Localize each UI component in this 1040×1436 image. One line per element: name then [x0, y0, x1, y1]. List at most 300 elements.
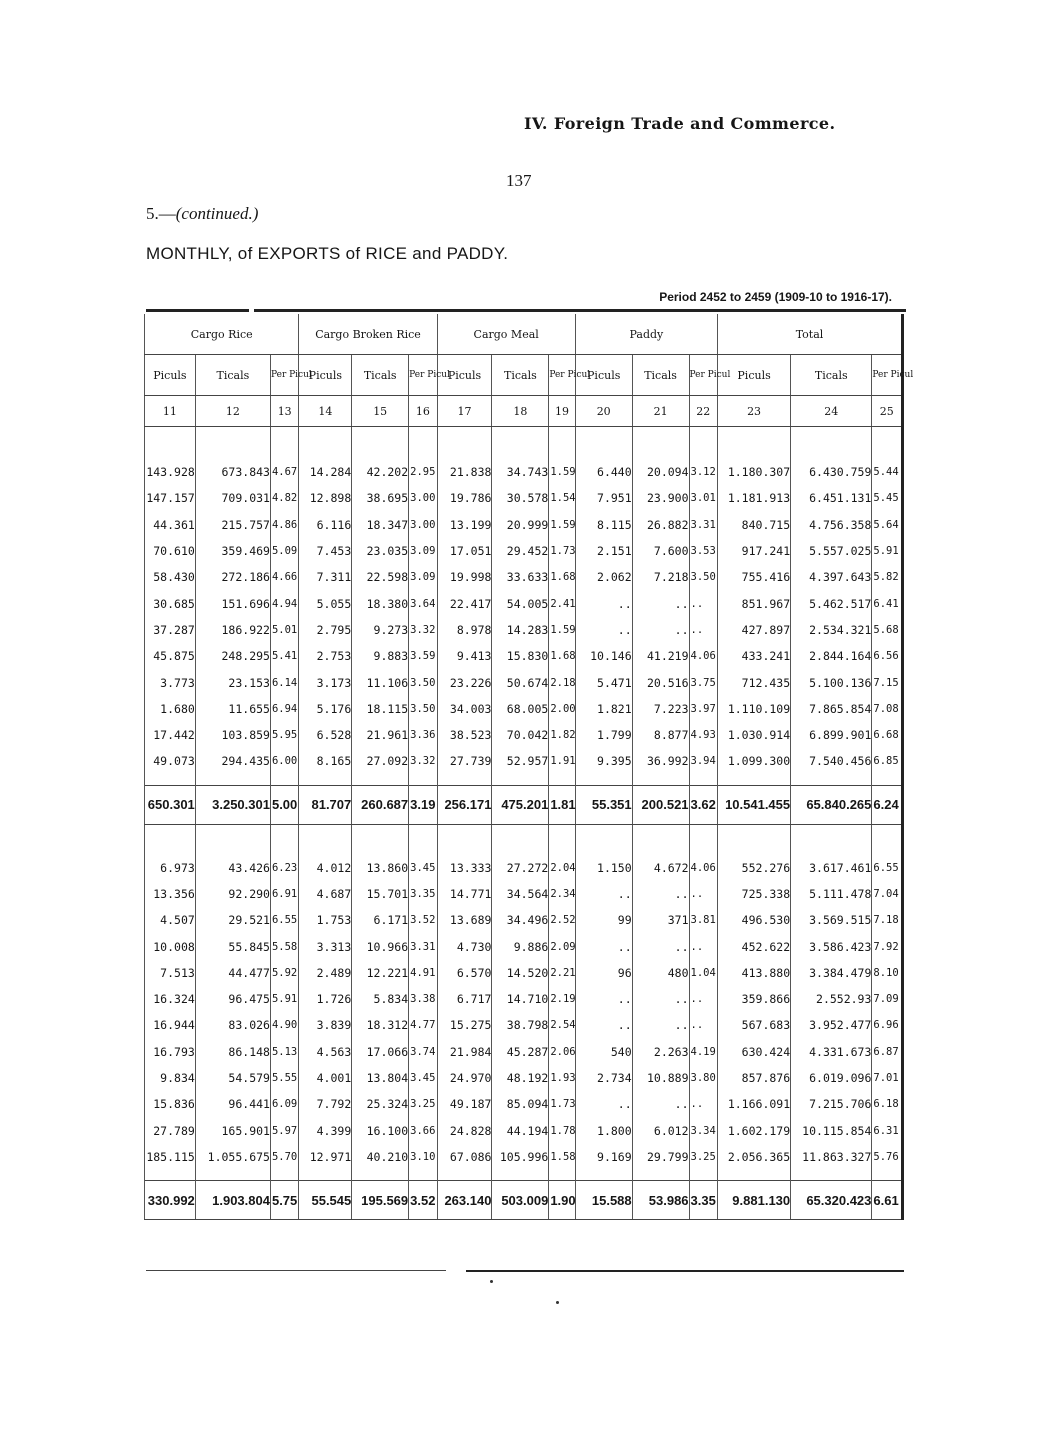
group-total: Total: [718, 314, 903, 355]
table-cell: 14.283: [492, 617, 549, 643]
table-cell: 5.111.478: [791, 881, 872, 907]
spacer-cell: [632, 427, 689, 460]
table-cell: 9.169: [575, 1144, 632, 1170]
table-cell: 3.569.515: [791, 907, 872, 933]
spacer-cell: [352, 1170, 409, 1181]
table-cell: 2.54: [549, 1012, 575, 1038]
table-cell: 552.276: [718, 855, 791, 881]
column-number: 11: [145, 396, 196, 427]
total-cell: 5.75: [270, 1181, 298, 1220]
table-cell: 16.100: [352, 1118, 409, 1144]
total-cell: 330.992: [145, 1181, 196, 1220]
table-cell: 2.18: [549, 669, 575, 695]
table-cell: 1.030.914: [718, 722, 791, 748]
table-cell: 12.221: [352, 960, 409, 986]
spacer-cell: [791, 775, 872, 786]
table-cell: 40.210: [352, 1144, 409, 1170]
table-cell: 45.287: [492, 1039, 549, 1065]
table-continued-label: [146, 204, 258, 224]
table-cell: 359.866: [718, 986, 791, 1012]
table-cell: 1.150: [575, 855, 632, 881]
group-paddy: Paddy: [575, 314, 717, 355]
table-cell: 3.586.423: [791, 933, 872, 959]
table-cell: 2.06: [549, 1039, 575, 1065]
table-cell: ..: [575, 986, 632, 1012]
table-cell: 5.176: [299, 696, 352, 722]
table-cell: 3.10: [409, 1144, 437, 1170]
spacer-row: [145, 427, 903, 460]
table-cell: 8.978: [437, 617, 492, 643]
section-header-title: IV. Foreign Trade and Commerce.: [524, 114, 836, 133]
table-cell: 16.793: [145, 1039, 196, 1065]
spacer-cell: [872, 427, 903, 460]
total-cell: 9.881.130: [718, 1181, 791, 1220]
table-cell: 15.836: [145, 1091, 196, 1117]
table-cell: 3.75: [689, 669, 717, 695]
table-cell: 29.452: [492, 538, 549, 564]
table-cell: 18.312: [352, 1012, 409, 1038]
total-cell: 5.00: [270, 785, 298, 824]
table-cell: 49.073: [145, 748, 196, 774]
table-cell: 2.00: [549, 696, 575, 722]
table-row: [145, 1039, 903, 1065]
table-cell: 1.181.913: [718, 485, 791, 511]
table-cell: 44.361: [145, 512, 196, 538]
spacer-cell: [549, 775, 575, 786]
table-cell: 2.489: [299, 960, 352, 986]
table-cell: 3.45: [409, 855, 437, 881]
spacer-cell: [575, 1170, 632, 1181]
table-cell: 272.186: [195, 564, 270, 590]
table-cell: 3.773: [145, 669, 196, 695]
table-cell: 1.58: [549, 1144, 575, 1170]
table-cell: 7.453: [299, 538, 352, 564]
total-cell: 6.24: [872, 785, 903, 824]
table-cell: 11.106: [352, 669, 409, 695]
spacer-cell: [352, 824, 409, 855]
table-cell: 2.734: [575, 1065, 632, 1091]
table-row: [145, 538, 903, 564]
table-cell: 14.520: [492, 960, 549, 986]
table-cell: 630.424: [718, 1039, 791, 1065]
table-cell: 2.534.321: [791, 617, 872, 643]
table-row: [145, 907, 903, 933]
table-cell: 3.34: [689, 1118, 717, 1144]
table-cell: 4.66: [270, 564, 298, 590]
table-cell: 15.701: [352, 881, 409, 907]
print-speck: [556, 1301, 559, 1304]
subheader-piculs: Piculs: [145, 355, 196, 396]
table-cell: 5.91: [872, 538, 903, 564]
table-cell: 15.275: [437, 1012, 492, 1038]
table-cell: 27.092: [352, 748, 409, 774]
bottom-rule: [466, 1270, 904, 1272]
total-cell: 53.986: [632, 1181, 689, 1220]
subheader-ticals: Ticals: [632, 355, 689, 396]
total-row: [145, 1181, 903, 1220]
table-cell: 13.356: [145, 881, 196, 907]
subheader-piculs: Piculs: [437, 355, 492, 396]
table-cell: 371: [632, 907, 689, 933]
table-cell: 34.003: [437, 696, 492, 722]
spacer-cell: [352, 775, 409, 786]
column-number-row: [145, 396, 903, 427]
spacer-cell: [437, 775, 492, 786]
table-cell: 6.00: [270, 748, 298, 774]
column-number: 16: [409, 396, 437, 427]
table-cell: 10.115.854: [791, 1118, 872, 1144]
table-cell: 38.798: [492, 1012, 549, 1038]
table-cell: 23.153: [195, 669, 270, 695]
table-cell: 4.001: [299, 1065, 352, 1091]
table-cell: 4.90: [270, 1012, 298, 1038]
table-cell: 3.25: [409, 1091, 437, 1117]
spacer-cell: [270, 824, 298, 855]
table-cell: 1.680: [145, 696, 196, 722]
table-cell: ..: [575, 1012, 632, 1038]
table-cell: 20.094: [632, 459, 689, 485]
table-cell: 3.50: [689, 564, 717, 590]
total-cell: 1.903.804: [195, 1181, 270, 1220]
table-cell: 44.477: [195, 960, 270, 986]
table-cell: 6.85: [872, 748, 903, 774]
spacer-cell: [549, 1170, 575, 1181]
table-cell: 5.76: [872, 1144, 903, 1170]
table-cell: 3.01: [689, 485, 717, 511]
total-cell: 260.687: [352, 785, 409, 824]
table-cell: 3.32: [409, 748, 437, 774]
spacer-cell: [492, 824, 549, 855]
table-cell: 755.416: [718, 564, 791, 590]
table-cell: 70.042: [492, 722, 549, 748]
table-cell: ..: [575, 881, 632, 907]
table-cell: 6.31: [872, 1118, 903, 1144]
table-cell: 18.347: [352, 512, 409, 538]
table-cell: 1.59: [549, 512, 575, 538]
table-cell: 34.496: [492, 907, 549, 933]
table-cell: 6.899.901: [791, 722, 872, 748]
table-cell: 2.19: [549, 986, 575, 1012]
table-cell: 185.115: [145, 1144, 196, 1170]
total-cell: 475.201: [492, 785, 549, 824]
table-cell: 147.157: [145, 485, 196, 511]
table-cell: 3.32: [409, 617, 437, 643]
table-cell: 19.998: [437, 564, 492, 590]
table-cell: 2.056.365: [718, 1144, 791, 1170]
table-cell: ..: [632, 881, 689, 907]
table-cell: 96: [575, 960, 632, 986]
spacer-cell: [145, 1170, 196, 1181]
subheader-per-picul: Per Picul: [270, 355, 298, 396]
table-cell: 49.187: [437, 1091, 492, 1117]
table-cell: ..: [632, 1012, 689, 1038]
spacer-cell: [872, 775, 903, 786]
table-cell: ..: [632, 933, 689, 959]
table-cell: 3.09: [409, 538, 437, 564]
table-cell: 673.843: [195, 459, 270, 485]
table-cell: 725.338: [718, 881, 791, 907]
table-cell: 7.223: [632, 696, 689, 722]
table-cell: 1.821: [575, 696, 632, 722]
table-cell: 7.215.706: [791, 1091, 872, 1117]
table-cell: 99: [575, 907, 632, 933]
table-cell: 92.290: [195, 881, 270, 907]
total-cell: 3.52: [409, 1181, 437, 1220]
table-cell: 38.523: [437, 722, 492, 748]
table-cell: 86.148: [195, 1039, 270, 1065]
table-cell: 6.14: [270, 669, 298, 695]
table-cell: 3.80: [689, 1065, 717, 1091]
total-cell: 10.541.455: [718, 785, 791, 824]
table-cell: 9.883: [352, 643, 409, 669]
table-cell: 2.552.93: [791, 986, 872, 1012]
total-cell: 65.840.265: [791, 785, 872, 824]
table-cell: 6.94: [270, 696, 298, 722]
continued-note: (continued.): [175, 204, 259, 223]
subheader-piculs: Piculs: [718, 355, 791, 396]
table-cell: 8.165: [299, 748, 352, 774]
table-cell: 6.96: [872, 1012, 903, 1038]
table-cell: 21.838: [437, 459, 492, 485]
table-cell: 5.92: [270, 960, 298, 986]
table-cell: 13.860: [352, 855, 409, 881]
table-cell: 6.171: [352, 907, 409, 933]
table-cell: 5.055: [299, 590, 352, 616]
table-cell: 24.970: [437, 1065, 492, 1091]
spacer-cell: [492, 1170, 549, 1181]
spacer-cell: [689, 1170, 717, 1181]
table-title: MONTHLY, of EXPORTS of RICE and PADDY.: [146, 244, 509, 263]
column-number: 19: [549, 396, 575, 427]
spacer-cell: [145, 824, 196, 855]
spacer-cell: [409, 427, 437, 460]
group-header-row: [145, 314, 903, 355]
spacer-cell: [575, 824, 632, 855]
table-cell: 27.739: [437, 748, 492, 774]
table-cell: 5.471: [575, 669, 632, 695]
table-cell: 2.34: [549, 881, 575, 907]
total-cell: 65.320.423: [791, 1181, 872, 1220]
spacer-cell: [718, 824, 791, 855]
period-label: Period 2452 to 2459 (1909-10 to 1916-17).: [659, 290, 892, 304]
table-cell: ..: [689, 881, 717, 907]
table-cell: 18.380: [352, 590, 409, 616]
table-cell: 10.966: [352, 933, 409, 959]
table-cell: 2.263: [632, 1039, 689, 1065]
group-cargo-broken-rice: Cargo Broken Rice: [299, 314, 437, 355]
table-cell: 5.55: [270, 1065, 298, 1091]
table-cell: 7.218: [632, 564, 689, 590]
column-number: 25: [872, 396, 903, 427]
table-cell: 2.95: [409, 459, 437, 485]
table-row: [145, 748, 903, 774]
column-number: 21: [632, 396, 689, 427]
total-cell: 3.35: [689, 1181, 717, 1220]
table-cell: 54.005: [492, 590, 549, 616]
table-cell: 5.68: [872, 617, 903, 643]
subheader-ticals: Ticals: [492, 355, 549, 396]
spacer-cell: [632, 775, 689, 786]
table-cell: 20.999: [492, 512, 549, 538]
table-cell: 68.005: [492, 696, 549, 722]
table-cell: 4.19: [689, 1039, 717, 1065]
table-cell: 58.430: [145, 564, 196, 590]
table-cell: 6.68: [872, 722, 903, 748]
table-cell: 3.839: [299, 1012, 352, 1038]
table-cell: 359.469: [195, 538, 270, 564]
table-cell: 13.199: [437, 512, 492, 538]
total-cell: 15.588: [575, 1181, 632, 1220]
spacer-cell: [195, 427, 270, 460]
total-cell: 1.81: [549, 785, 575, 824]
table-row: [145, 1091, 903, 1117]
table-cell: 41.219: [632, 643, 689, 669]
table-cell: 1.91: [549, 748, 575, 774]
column-number: 22: [689, 396, 717, 427]
table-cell: 7.311: [299, 564, 352, 590]
table-cell: 5.01: [270, 617, 298, 643]
table-row: [145, 855, 903, 881]
table-cell: 186.922: [195, 617, 270, 643]
table-cell: 3.173: [299, 669, 352, 695]
spacer-row: [145, 824, 903, 855]
table-cell: 6.87: [872, 1039, 903, 1065]
table-cell: 1.78: [549, 1118, 575, 1144]
table-cell: 427.897: [718, 617, 791, 643]
table-cell: 1.055.675: [195, 1144, 270, 1170]
subheader-per-picul: Per Picul: [872, 355, 903, 396]
table-row: [145, 590, 903, 616]
table-cell: 17.051: [437, 538, 492, 564]
table-cell: 1.800: [575, 1118, 632, 1144]
spacer-cell: [791, 1170, 872, 1181]
table-cell: 3.384.479: [791, 960, 872, 986]
table-cell: ..: [575, 590, 632, 616]
table-cell: 29.799: [632, 1144, 689, 1170]
table-cell: 48.192: [492, 1065, 549, 1091]
table-cell: 6.451.131: [791, 485, 872, 511]
total-cell: 55.545: [299, 1181, 352, 1220]
column-number: 17: [437, 396, 492, 427]
table-cell: 1.04: [689, 960, 717, 986]
table-cell: 165.901: [195, 1118, 270, 1144]
subheader-per-picul: Per Picul: [549, 355, 575, 396]
spacer-row: [145, 775, 903, 786]
table-cell: 6.012: [632, 1118, 689, 1144]
table-cell: ..: [632, 986, 689, 1012]
table-cell: 33.633: [492, 564, 549, 590]
table-cell: 5.70: [270, 1144, 298, 1170]
table-cell: 6.23: [270, 855, 298, 881]
spacer-cell: [718, 1170, 791, 1181]
table-row: [145, 1118, 903, 1144]
table-cell: 3.12: [689, 459, 717, 485]
table-cell: ..: [689, 933, 717, 959]
spacer-cell: [409, 775, 437, 786]
table-cell: 3.45: [409, 1065, 437, 1091]
table-cell: 43.426: [195, 855, 270, 881]
table-row: [145, 1065, 903, 1091]
table-cell: 5.91: [270, 986, 298, 1012]
table-cell: 3.25: [689, 1144, 717, 1170]
table-row: [145, 960, 903, 986]
table-cell: 13.333: [437, 855, 492, 881]
table-cell: 5.97: [270, 1118, 298, 1144]
spacer-cell: [270, 1170, 298, 1181]
spacer-cell: [632, 824, 689, 855]
table-cell: 2.41: [549, 590, 575, 616]
spacer-cell: [718, 427, 791, 460]
subheader-ticals: Ticals: [352, 355, 409, 396]
table-cell: 9.395: [575, 748, 632, 774]
table-cell: 4.67: [270, 459, 298, 485]
table-row: [145, 986, 903, 1012]
table-cell: 4.91: [409, 960, 437, 986]
spacer-cell: [549, 824, 575, 855]
table-cell: 840.715: [718, 512, 791, 538]
table-cell: 6.55: [270, 907, 298, 933]
subheader-piculs: Piculs: [575, 355, 632, 396]
table-cell: 3.66: [409, 1118, 437, 1144]
table-cell: 17.442: [145, 722, 196, 748]
table-cell: ..: [632, 590, 689, 616]
table-cell: 1.753: [299, 907, 352, 933]
table-cell: 16.324: [145, 986, 196, 1012]
spacer-cell: [632, 1170, 689, 1181]
table-cell: 7.01: [872, 1065, 903, 1091]
table-row: [145, 564, 903, 590]
table-cell: 3.35: [409, 881, 437, 907]
subheader-per-picul: Per Picul: [689, 355, 717, 396]
table-cell: 9.413: [437, 643, 492, 669]
table-cell: 3.52: [409, 907, 437, 933]
table-cell: ..: [632, 1091, 689, 1117]
table-cell: 4.397.643: [791, 564, 872, 590]
table-cell: 1.59: [549, 459, 575, 485]
table-cell: 5.45: [872, 485, 903, 511]
table-cell: ..: [689, 1091, 717, 1117]
table-cell: 70.610: [145, 538, 196, 564]
table-cell: 3.31: [409, 933, 437, 959]
table-cell: 2.062: [575, 564, 632, 590]
table-cell: 45.875: [145, 643, 196, 669]
spacer-cell: [270, 427, 298, 460]
table-cell: 480: [632, 960, 689, 986]
table-cell: 5.09: [270, 538, 298, 564]
table-cell: 294.435: [195, 748, 270, 774]
table-row: [145, 485, 903, 511]
table-cell: 3.59: [409, 643, 437, 669]
table-row: [145, 512, 903, 538]
table-cell: 27.272: [492, 855, 549, 881]
table-cell: 4.507: [145, 907, 196, 933]
table-cell: 1.73: [549, 1091, 575, 1117]
spacer-cell: [195, 824, 270, 855]
table-cell: 83.026: [195, 1012, 270, 1038]
table-cell: 30.578: [492, 485, 549, 511]
table-cell: 7.513: [145, 960, 196, 986]
spacer-cell: [492, 775, 549, 786]
table-cell: 9.886: [492, 933, 549, 959]
table-cell: 85.094: [492, 1091, 549, 1117]
spacer-cell: [299, 775, 352, 786]
table-cell: 4.012: [299, 855, 352, 881]
table-row: [145, 459, 903, 485]
table-cell: 2.753: [299, 643, 352, 669]
table-cell: 29.521: [195, 907, 270, 933]
table-cell: 6.56: [872, 643, 903, 669]
table-cell: 1.726: [299, 986, 352, 1012]
